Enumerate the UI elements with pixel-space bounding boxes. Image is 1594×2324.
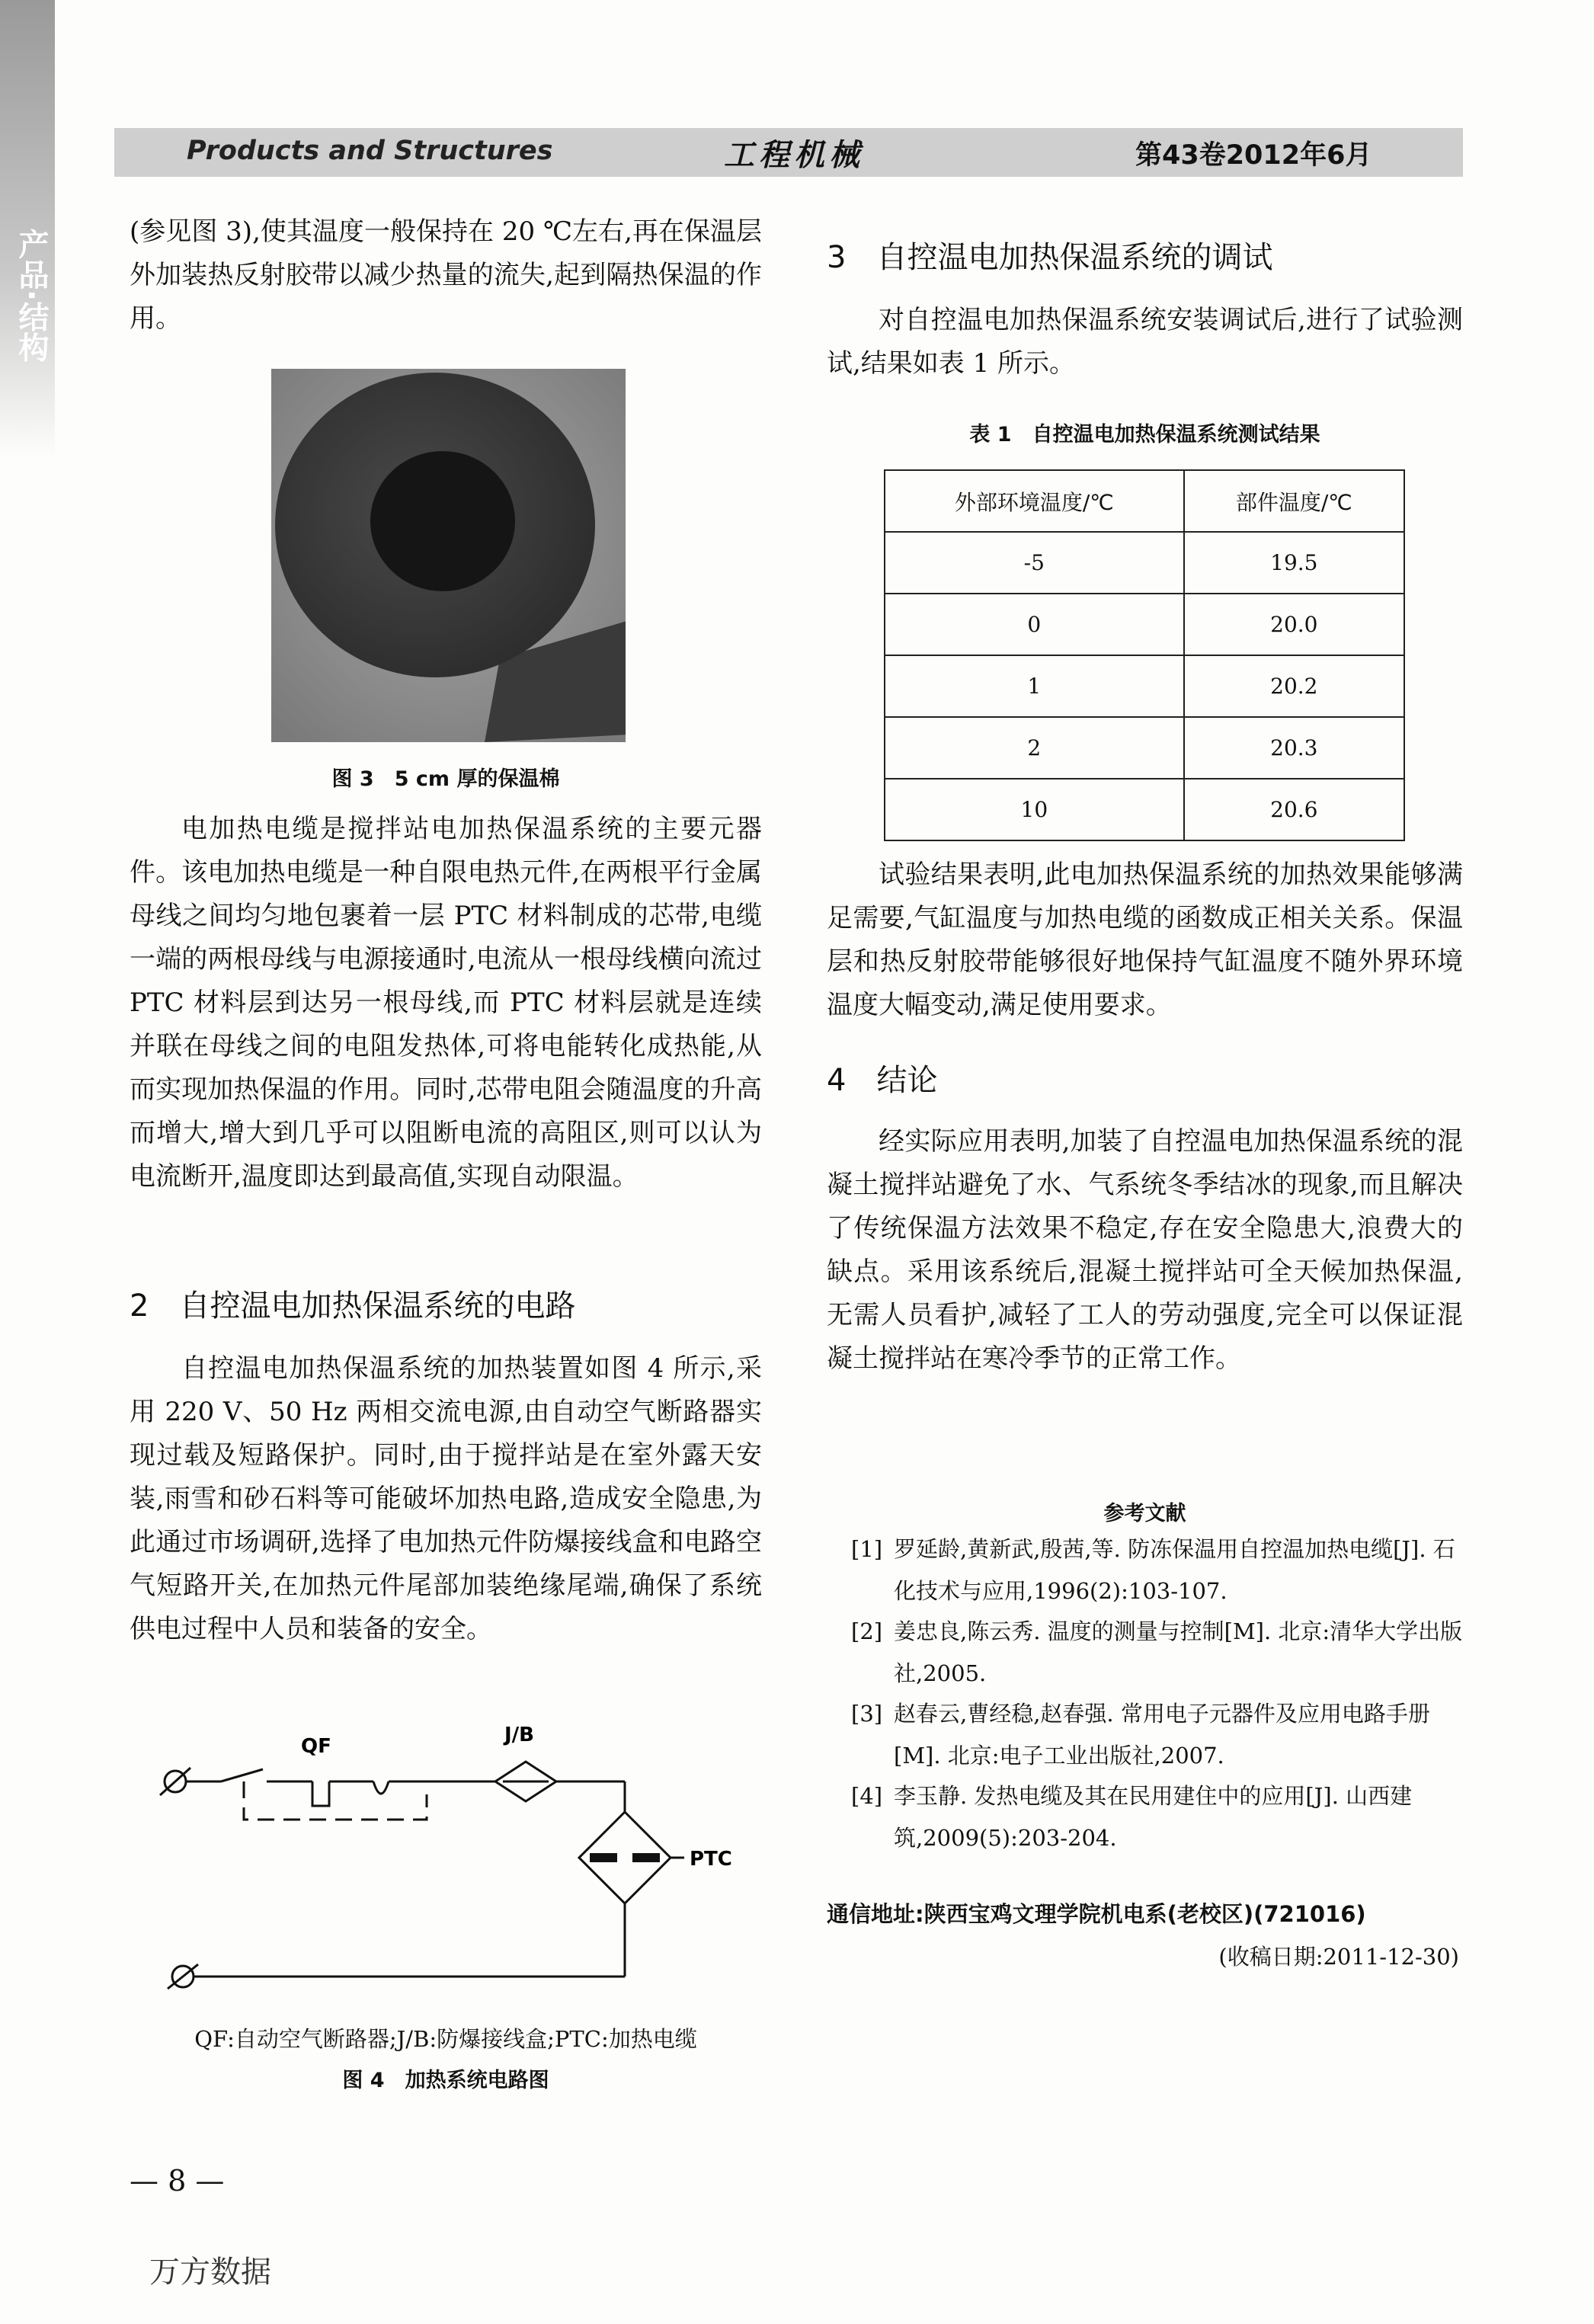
section-side-label: 产品·结构 (14, 229, 49, 363)
jb-label: J/B (504, 1724, 534, 1746)
table-cell: 10 (885, 779, 1184, 840)
insulation-photo (271, 369, 626, 742)
table-header-ambient: 外部环境温度/℃ (885, 470, 1184, 532)
section-3-heading: 3 自控温电加热保温系统的调试 (827, 240, 1273, 275)
reference-text: 李玉静. 发热电缆及其在民用建住中的应用[J]. 山西建筑,2009(5):203-204. (894, 1783, 1413, 1851)
section-2-heading: 2 自控温电加热保温系统的电路 (130, 1288, 576, 1324)
figure-4-legend: QF:自动空气断路器;J/B:防爆接线盒;PTC:加热电缆 (194, 2026, 697, 2052)
reference-item (827, 1693, 1463, 1777)
table-cell: -5 (885, 532, 1184, 594)
watermark-text: 万方数据 (149, 2255, 271, 2290)
reference-item (827, 1611, 1463, 1695)
qf-label: QF (301, 1735, 331, 1758)
paragraph-3-text: 自控温电加热保温系统的加热装置如图 4 所示,采用 220 V、50 Hz 两相交流电源,由自动空气断路器实现过载及短路保护。同时,由于搅拌站是在室外露天安装,雨雪和砂石料等可能破坏加热电路,造成安全隐患,为此通过市场调研,选择了电加热元件防爆接线盒和电路空气短路开关,在加热元件尾部加装绝缘尾端,确保了系统供电过程中人员和装备的安全。 (130, 1353, 762, 1644)
reference-item (827, 1775, 1463, 1859)
received-date: (收稿日期:2011-12-30) (1218, 1944, 1459, 1970)
page-number: — 8 — (130, 2164, 225, 2198)
reference-number: [4] (851, 1783, 883, 1809)
paragraph-6-text: 经实际应用表明,加装了自控温电加热保温系统的混凝土搅拌站避免了水、气系统冬季结冰的现象,而且解决了传统保温方法效果不稳定,存在安全隐患大,浪费大的缺点。采用该系统后,混凝土搅拌站可全天候加热保温,无需人员看护,减轻了工人的劳动强度,完全可以保证混凝土搅拌站在寒冷季节的正常工作。 (827, 1126, 1463, 1374)
circuit-diagram (130, 1722, 762, 1996)
table-row (885, 594, 1404, 655)
header-journal-name: 工程机械 (724, 137, 864, 173)
table-cell: 2 (885, 717, 1184, 779)
reference-number: [1] (851, 1536, 883, 1562)
figure-4-caption: 图 4 加热系统电路图 (342, 2069, 549, 2092)
paragraph-2 (130, 808, 762, 1199)
paragraph-6 (827, 1120, 1463, 1381)
table-row (885, 779, 1404, 840)
paragraph-1-text: (参见图 3),使其温度一般保持在 20 ℃左右,再在保温层外加装热反射胶带以减少热量的流失,起到隔热保温的作用。 (130, 216, 762, 334)
paragraph-1 (130, 210, 762, 341)
table-row (885, 717, 1404, 779)
table-cell: 19.5 (1184, 532, 1404, 594)
table-cell: 20.3 (1184, 717, 1404, 779)
paragraph-4 (827, 299, 1463, 386)
table-row (885, 655, 1404, 717)
ptc-label: PTC (690, 1848, 732, 1871)
insulation-tube-image (271, 369, 626, 742)
paragraph-5-text: 试验结果表明,此电加热保温系统的加热效果能够满足需要,气缸温度与加热电缆的函数成正相关关系。保温层和热反射胶带能够很好地保持气缸温度不随外界环境温度大幅变动,满足使用要求。 (827, 859, 1463, 1020)
table-cell: 1 (885, 655, 1184, 717)
reference-number: [3] (851, 1701, 883, 1727)
table-cell: 0 (885, 594, 1184, 655)
paragraph-5 (827, 853, 1463, 1027)
test-result-table (884, 469, 1405, 841)
paragraph-3 (130, 1347, 762, 1651)
reference-text: 姜忠良,陈云秀. 温度的测量与控制[M]. 北京:清华大学出版社,2005. (894, 1618, 1463, 1686)
figure-3-caption: 图 3 5 cm 厚的保温棉 (331, 767, 560, 791)
table-cell: 20.6 (1184, 779, 1404, 840)
table-header-row (885, 470, 1404, 532)
header-english-title: Products and Structures (187, 136, 553, 166)
reference-text: 赵春云,曹经稳,赵春强. 常用电子元器件及应用电路手册[M]. 北京:电子工业出版社,2007. (894, 1701, 1430, 1769)
reference-number: [2] (851, 1618, 883, 1644)
references-heading: 参考文献 (1103, 1502, 1186, 1525)
reference-item (827, 1529, 1463, 1612)
table-row (885, 532, 1404, 594)
table-header-component: 部件温度/℃ (1184, 470, 1404, 532)
paragraph-4-text: 对自控温电加热保温系统安装调试后,进行了试验测试,结果如表 1 所示。 (827, 305, 1463, 379)
section-4-heading: 4 结论 (827, 1063, 938, 1098)
header-volume-date: 第43卷2012年6月 (1135, 140, 1372, 171)
table-cell: 20.0 (1184, 594, 1404, 655)
paragraph-2-text: 电加热电缆是搅拌站电加热保温系统的主要元器件。该电加热电缆是一种自限电热元件,在两根平行金属母线之间均匀地包裹着一层 PTC 材料制成的芯带,电缆一端的两根母线与电源接通时,电流从一根母线横向流过 PTC 材料层到达另一根母线,而 PTC 材料层就是连续并联在母线之间的电阻发热体,可将电能转化成热能,从而实现加热保温的作用。同时,芯带电阻会随温度的升高而增大,增大到几乎可以阻断电流的高阻区,则可以认为电流断开,温度即达到最高值,实现自动限温。 (130, 814, 762, 1192)
reference-text: 罗延龄,黄新武,殷茜,等. 防冻保温用自控温加热电缆[J]. 石化技术与应用,1996(2):103-107. (894, 1536, 1455, 1604)
table-1-caption: 表 1 自控温电加热保温系统测试结果 (969, 423, 1320, 447)
table-cell: 20.2 (1184, 655, 1404, 717)
correspondence-address: 通信地址:陕西宝鸡文理学院机电系(老校区)(721016) (827, 1901, 1366, 1927)
